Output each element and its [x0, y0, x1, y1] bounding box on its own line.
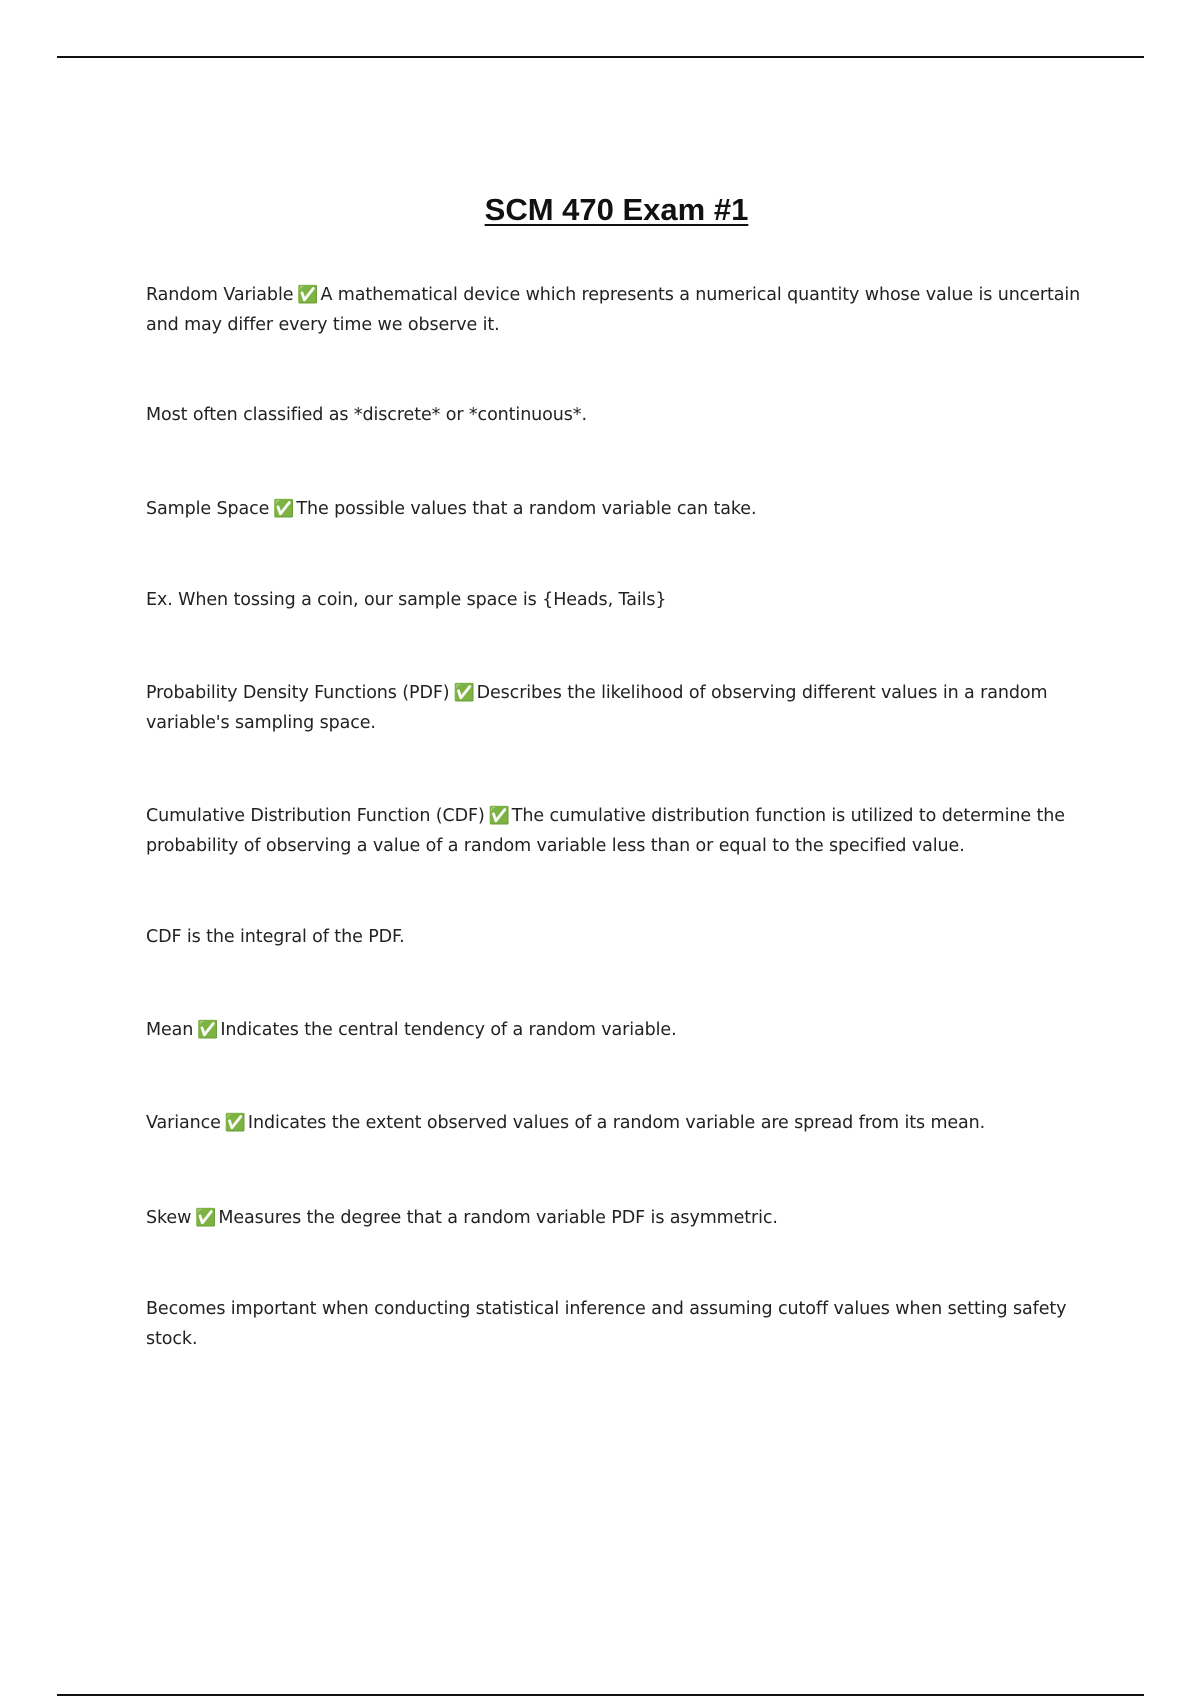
entry-skew-note [146, 1294, 1086, 1354]
check-icon: ✅ [224, 1113, 246, 1133]
entry-definition: Most often classified as *discrete* or *continuous*. [146, 405, 587, 425]
entry-definition: The possible values that a random variable can take. [296, 499, 757, 519]
top-rule [57, 56, 1144, 58]
entry-random-variable [146, 280, 1086, 340]
check-icon: ✅ [453, 683, 475, 703]
entry-definition: A mathematical device which represents a numerical quantity whose value is uncertain and may differ every time we observe it. [146, 285, 1081, 335]
entry-sample-space [146, 494, 1086, 524]
check-icon: ✅ [297, 285, 319, 305]
check-icon: ✅ [197, 1020, 219, 1040]
check-icon: ✅ [273, 499, 295, 519]
entry-variance [146, 1108, 1086, 1138]
entry-definition: Indicates the extent observed values of a random variable are spread from its mean. [247, 1113, 986, 1133]
entry-term: Cumulative Distribution Function (CDF) [146, 806, 485, 826]
entry-term: Skew [146, 1208, 192, 1228]
entry-skew [146, 1203, 1086, 1233]
entry-classification-note [146, 400, 1086, 430]
entry-term: Probability Density Functions (PDF) [146, 683, 450, 703]
entry-definition: Becomes important when conducting statistical inference and assuming cutoff values when setting safety stock. [146, 1299, 1067, 1349]
bottom-rule [57, 1694, 1144, 1696]
entry-sample-space-example [146, 585, 1086, 615]
entry-term: Random Variable [146, 285, 294, 305]
check-icon: ✅ [195, 1208, 217, 1228]
entry-term: Mean [146, 1020, 194, 1040]
entry-definition: Describes the likelihood of observing different values in a random variable's sampling space. [146, 683, 1048, 733]
page-title: SCM 470 Exam #1 [484, 192, 749, 227]
entry-term: Variance [146, 1113, 221, 1133]
entry-definition: Measures the degree that a random variable PDF is asymmetric. [218, 1208, 778, 1228]
entry-cdf [146, 801, 1086, 861]
entry-cdf-note [146, 922, 1086, 952]
entry-term: Sample Space [146, 499, 270, 519]
entry-definition: Indicates the central tendency of a random variable. [220, 1020, 677, 1040]
entry-definition: The cumulative distribution function is utilized to determine the probability of observing a value of a random variable less than or equal to the specified value. [146, 806, 1065, 856]
check-icon: ✅ [488, 806, 510, 826]
entry-definition: CDF is the integral of the PDF. [146, 927, 405, 947]
entry-mean [146, 1015, 1086, 1045]
entry-definition: Ex. When tossing a coin, our sample space is {Heads, Tails} [146, 590, 667, 610]
entry-pdf [146, 678, 1086, 738]
